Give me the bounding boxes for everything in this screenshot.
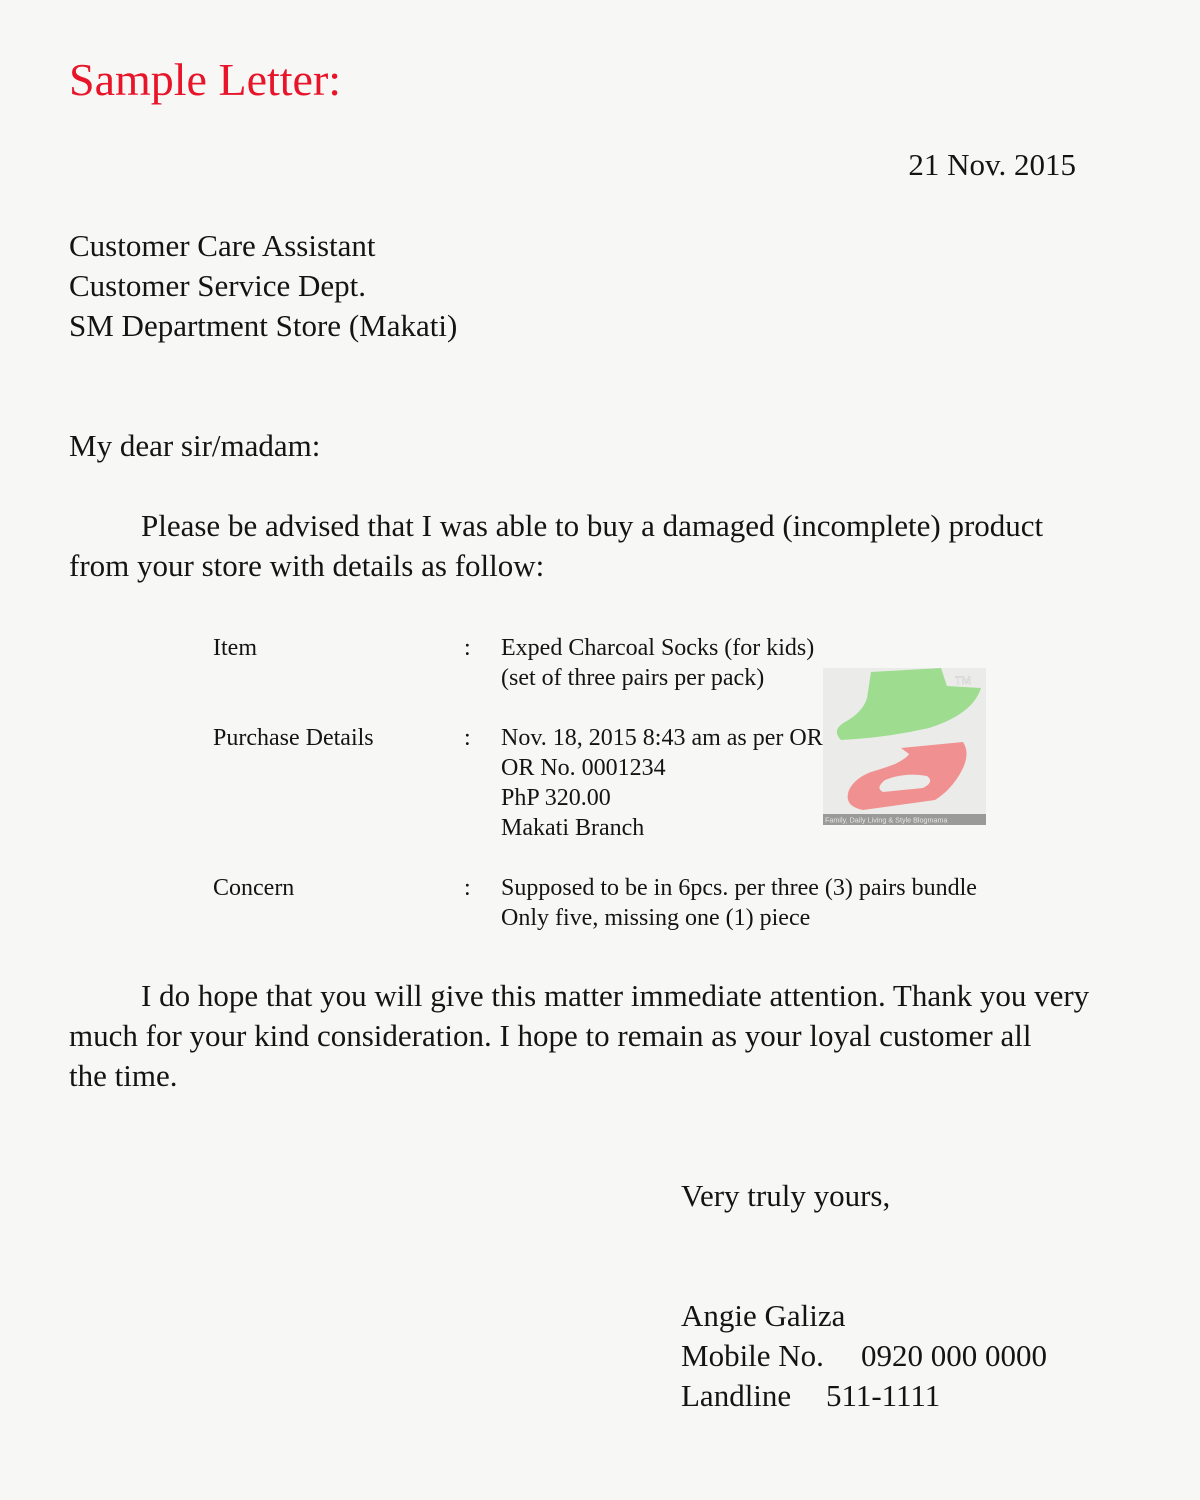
details-value: OR No. 0001234 <box>501 755 666 781</box>
details-values <box>501 723 823 843</box>
details-label: Item <box>213 635 257 661</box>
salutation: My dear sir/madam: <box>69 428 321 463</box>
body-paragraph-1 <box>69 506 1169 586</box>
watermark-logo-icon <box>823 668 986 825</box>
letter-date: 21 Nov. 2015 <box>908 147 1076 182</box>
details-value: Makati Branch <box>501 815 645 841</box>
details-value: Exped Charcoal Socks (for kids) <box>501 635 815 661</box>
details-colon: : <box>464 875 471 901</box>
paragraph-line: Please be advised that I was able to buy a damaged (incomplete) product <box>141 508 1044 543</box>
landline-value: 511-1111 <box>826 1378 941 1413</box>
details-value: Only five, missing one (1) piece <box>501 905 811 931</box>
paragraph-line: the time. <box>69 1058 178 1093</box>
details-label: Purchase Details <box>213 725 374 751</box>
details-values <box>501 873 977 933</box>
details-colon: : <box>464 725 471 751</box>
sender-name: Angie Galiza <box>681 1298 846 1333</box>
tagline-text: Family, Daily Living & Style Blogmama <box>825 815 948 825</box>
landline-row <box>681 1376 1047 1416</box>
details-value: Supposed to be in 6pcs. per three (3) pairs bundle <box>501 875 977 901</box>
landline-label: Landline <box>681 1378 792 1413</box>
recipient-line: SM Department Store (Makati) <box>69 308 458 343</box>
mobile-label: Mobile No. <box>681 1338 824 1373</box>
paragraph-line: I do hope that you will give this matter immediate attention. Thank you very <box>141 978 1090 1013</box>
details-value: PhP 320.00 <box>501 785 611 811</box>
details-value: Nov. 18, 2015 8:43 am as per OR <box>501 725 823 751</box>
mobile-row <box>681 1336 1047 1376</box>
trademark-text: TM <box>955 675 971 687</box>
mobile-value: 0920 000 0000 <box>861 1338 1047 1373</box>
paragraph-line: much for your kind consideration. I hope to remain as your loyal customer all <box>69 1018 1032 1053</box>
details-label: Concern <box>213 875 295 901</box>
signature-block <box>681 1296 1047 1416</box>
recipient-address <box>69 226 457 346</box>
details-value: (set of three pairs per pack) <box>501 665 765 691</box>
details-values <box>501 633 814 693</box>
recipient-line: Customer Service Dept. <box>69 268 367 303</box>
valediction: Very truly yours, <box>681 1178 891 1213</box>
recipient-line: Customer Care Assistant <box>69 228 376 263</box>
paragraph-line: from your store with details as follow: <box>69 548 545 583</box>
body-paragraph-2 <box>69 976 1169 1096</box>
letter-title: Sample Letter: <box>69 54 342 105</box>
details-colon: : <box>464 635 471 661</box>
